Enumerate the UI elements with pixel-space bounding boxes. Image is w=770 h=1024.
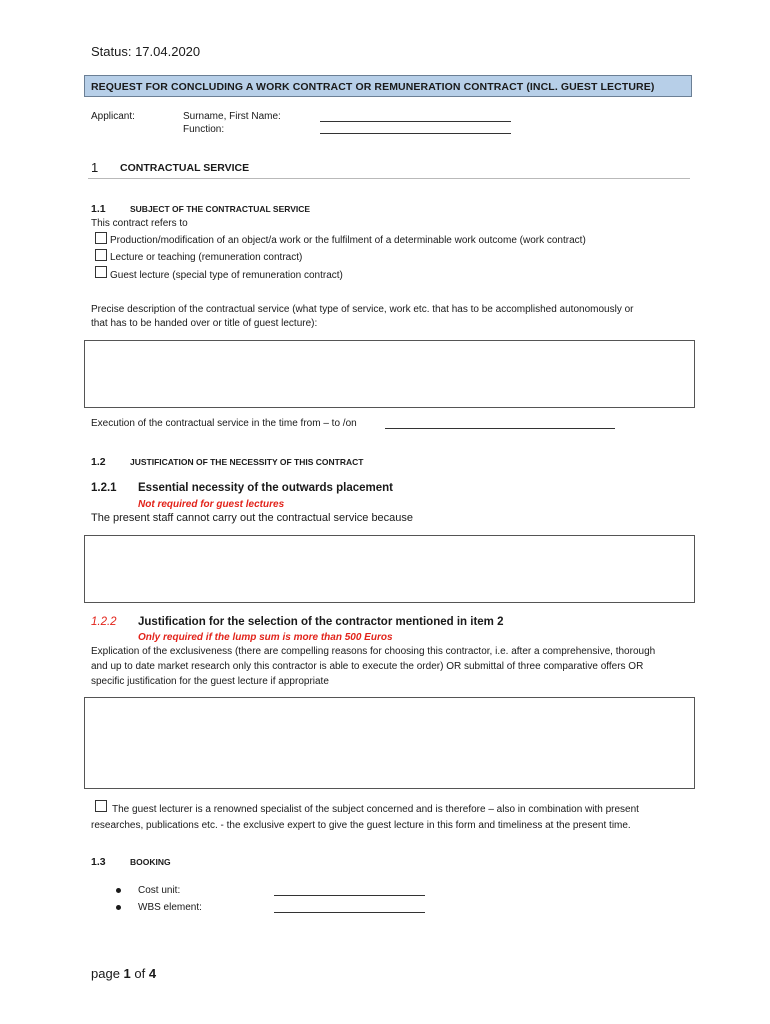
- form-title-banner: [84, 75, 692, 97]
- renowned-specialist-label: The guest lecturer is a renowned specialist of the subject concerned and is therefore – also in combination with present: [112, 804, 639, 815]
- total-pages: 4: [148, 966, 157, 981]
- lecture-label: Lecture or teaching (remuneration contract): [110, 252, 303, 263]
- wbs-element-label: WBS element:: [138, 902, 202, 913]
- section-1-1-title: SUBJECT OF THE CONTRACTUAL SERVICE: [130, 204, 311, 214]
- staff-reason-label: The present staff cannot carry out the contractual service because: [91, 512, 414, 524]
- current-page: 1: [123, 966, 131, 981]
- description-instruction: Precise description of the contractual service (what type of service, work etc. that has to be accomplished autonomously or: [91, 304, 634, 315]
- of-word: of: [134, 966, 146, 981]
- function-field[interactable]: [320, 133, 511, 134]
- page-word: page: [91, 966, 120, 981]
- work-contract-label: Production/modification of an object/a work or the fulfilment of a determinable work outcome (work contract): [110, 235, 586, 246]
- page-number: [91, 966, 156, 981]
- function-label: Function:: [183, 124, 225, 135]
- staff-reason-textarea[interactable]: [84, 535, 695, 603]
- work-contract-checkbox[interactable]: [95, 232, 107, 244]
- section-1-2-2-number: 1.2.2: [91, 616, 117, 628]
- bullet: [116, 888, 121, 893]
- name-field[interactable]: [320, 121, 511, 122]
- exclusiveness-text-2: and up to date market research only this contractor is able to execute the order) OR submittal of three comparative offers OR: [91, 661, 644, 672]
- guest-lecture-note: Not required for guest lectures: [138, 499, 285, 510]
- wbs-element-field[interactable]: [274, 912, 425, 913]
- execution-period-field[interactable]: [385, 428, 615, 429]
- guest-lecture-label: Guest lecture (special type of remuneration contract): [110, 270, 343, 281]
- section-1-title: CONTRACTUAL SERVICE: [120, 162, 250, 174]
- contract-intro: This contract refers to: [91, 218, 188, 229]
- lump-sum-note: Only required if the lump sum is more than 500 Euros: [138, 632, 393, 643]
- section-1-3-number: 1.3: [91, 856, 106, 868]
- section-divider: [88, 178, 690, 179]
- renowned-specialist-label-cont: researches, publications etc. - the exclusive expert to give the guest lecture in this form and timeliness at the present time.: [91, 820, 631, 831]
- status-date: Status: 17.04.2020: [91, 44, 201, 59]
- section-1-2-title: JUSTIFICATION OF THE NECESSITY OF THIS CONTRACT: [130, 457, 364, 467]
- section-1-2-1-title: Essential necessity of the outwards placement: [138, 482, 393, 494]
- exclusiveness-text-3: specific justification for the guest lecture if appropriate: [91, 676, 329, 687]
- renowned-specialist-checkbox[interactable]: [95, 800, 107, 812]
- bullet: [116, 905, 121, 910]
- cost-unit-field[interactable]: [274, 895, 425, 896]
- section-1-2-1-number: 1.2.1: [91, 482, 117, 494]
- section-1-number: 1: [91, 160, 99, 175]
- cost-unit-label: Cost unit:: [138, 885, 181, 896]
- section-1-2-2-title: Justification for the selection of the contractor mentioned in item 2: [138, 616, 504, 628]
- form-title: REQUEST FOR CONCLUDING A WORK CONTRACT OR REMUNERATION CONTRACT (INCL. GUEST LECTURE): [91, 81, 655, 93]
- exclusiveness-textarea[interactable]: [84, 697, 695, 789]
- section-1-3-title: BOOKING: [130, 857, 171, 867]
- exclusiveness-text-1: Explication of the exclusiveness (there are compelling reasons for choosing this contractor, i.e. after a comprehensive, thorough: [91, 646, 656, 657]
- lecture-checkbox[interactable]: [95, 249, 107, 261]
- description-instruction-cont: that has to be handed over or title of guest lecture):: [91, 318, 318, 329]
- section-1-2-number: 1.2: [91, 456, 106, 468]
- description-textarea[interactable]: [84, 340, 695, 408]
- applicant-label: Applicant:: [91, 111, 135, 122]
- name-label: Surname, First Name:: [183, 111, 281, 122]
- execution-label: Execution of the contractual service in the time from – to /on: [91, 418, 357, 429]
- guest-lecture-checkbox[interactable]: [95, 266, 107, 278]
- section-1-1-number: 1.1: [91, 203, 106, 215]
